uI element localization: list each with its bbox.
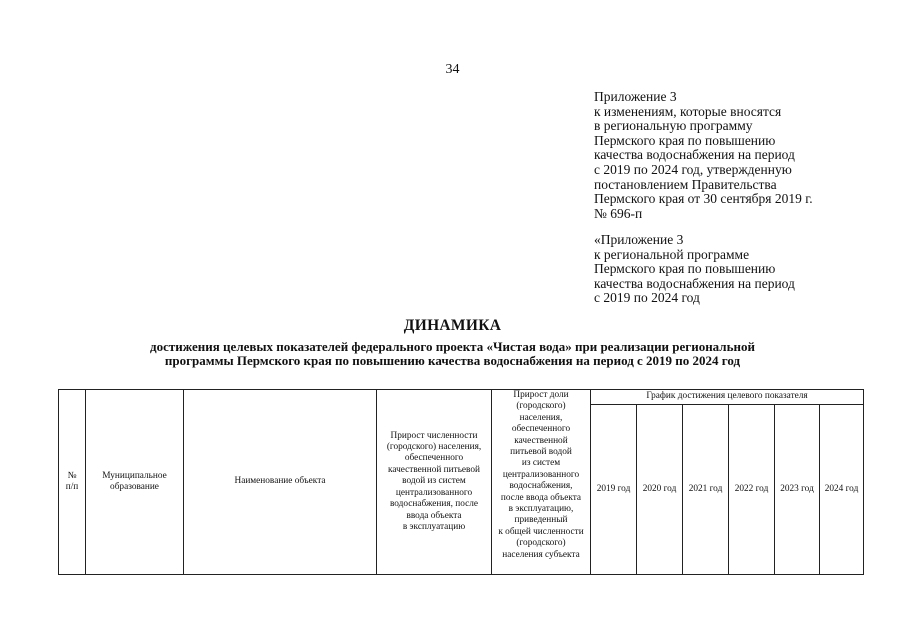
header-year-2020: 2020 год bbox=[637, 405, 683, 575]
text-line: «Приложение 3 bbox=[594, 232, 684, 247]
document-title: ДИНАМИКА bbox=[403, 317, 502, 334]
text-line: обеспеченного bbox=[511, 424, 571, 435]
text-line: из систем bbox=[521, 458, 561, 469]
text-line: в эксплуатацию, bbox=[508, 504, 574, 515]
header-year-2024: 2024 год bbox=[820, 405, 864, 575]
text-line: централизованного bbox=[502, 469, 580, 480]
text-line: в эксплуатацию bbox=[402, 521, 466, 532]
text-line: водой из систем bbox=[402, 476, 466, 487]
text-line: централизованного bbox=[395, 487, 473, 498]
text-line: Пермского края по повышению bbox=[594, 261, 776, 277]
text-line: Прирост доли bbox=[513, 390, 569, 400]
attachment-note bbox=[594, 90, 894, 221]
page-number: 34 bbox=[445, 62, 460, 77]
text-line: населения субъекта bbox=[502, 549, 580, 560]
text-line: с 2019 по 2024 год bbox=[594, 290, 700, 306]
text-line: к изменениям, которые вносятся bbox=[594, 103, 782, 119]
text-line: питьевой водой bbox=[510, 447, 572, 458]
header-population-growth bbox=[377, 390, 492, 575]
text-line: образование bbox=[110, 482, 159, 492]
text-line: качественной bbox=[514, 435, 568, 446]
text-line: водоснабжения, bbox=[509, 481, 573, 492]
text-line: достижения целевых показателей федерального проекта «Чистая вода» при реализации региональной bbox=[150, 339, 755, 354]
text-line: после ввода объекта bbox=[500, 492, 582, 503]
text-line: (городского) bbox=[516, 538, 566, 549]
header-schedule: График достижения целевого показателя bbox=[591, 390, 864, 405]
text-line: (городского) населения, bbox=[386, 442, 482, 453]
header-year-2021: 2021 год bbox=[683, 405, 729, 575]
text-line: населения, bbox=[519, 412, 563, 423]
header-share-growth bbox=[492, 390, 591, 575]
program-attachment-note bbox=[594, 233, 894, 306]
text-line: ввода объекта bbox=[406, 510, 462, 521]
text-line: к общей численности bbox=[498, 526, 584, 537]
text-line: № 696-п bbox=[594, 205, 643, 221]
text-line: Муниципальное bbox=[102, 470, 167, 481]
text-line: качества водоснабжения на период bbox=[594, 275, 795, 291]
text-line: приведенный bbox=[514, 515, 568, 526]
text-line: качества водоснабжения на период bbox=[594, 147, 795, 163]
text-line: качественной питьевой bbox=[387, 464, 481, 475]
text-line: Прирост численности bbox=[390, 430, 478, 441]
text-line: постановлением Правительства bbox=[594, 176, 777, 192]
indicators-table bbox=[58, 389, 864, 575]
text-line: программы Пермского края по повышению качества водоснабжения на период с 2019 по 2024 год bbox=[164, 353, 741, 368]
text-line: п/п bbox=[65, 482, 79, 492]
text-line: с 2019 по 2024 год, утвержденную bbox=[594, 161, 792, 177]
header-municipality bbox=[86, 390, 184, 575]
text-line: Приложение 3 bbox=[594, 89, 677, 104]
header-number bbox=[59, 390, 86, 575]
header-year-2019: 2019 год bbox=[591, 405, 637, 575]
text-line: обеспеченного bbox=[404, 453, 464, 464]
text-line: (городского) bbox=[516, 401, 566, 412]
document-subtitle bbox=[60, 340, 845, 368]
text-line: водоснабжения, после bbox=[389, 499, 479, 510]
text-line: Пермского края от 30 сентября 2019 г. bbox=[594, 191, 813, 207]
text-line: Наименование объекта bbox=[234, 476, 326, 487]
header-year-2022: 2022 год bbox=[729, 405, 775, 575]
header-year-2023: 2023 год bbox=[775, 405, 820, 575]
text-line: в региональную программу bbox=[594, 118, 753, 134]
text-line: № bbox=[67, 470, 77, 481]
text-line: к региональной программе bbox=[594, 246, 750, 262]
text-line: Пермского края по повышению bbox=[594, 132, 776, 148]
header-object-name bbox=[184, 390, 377, 575]
